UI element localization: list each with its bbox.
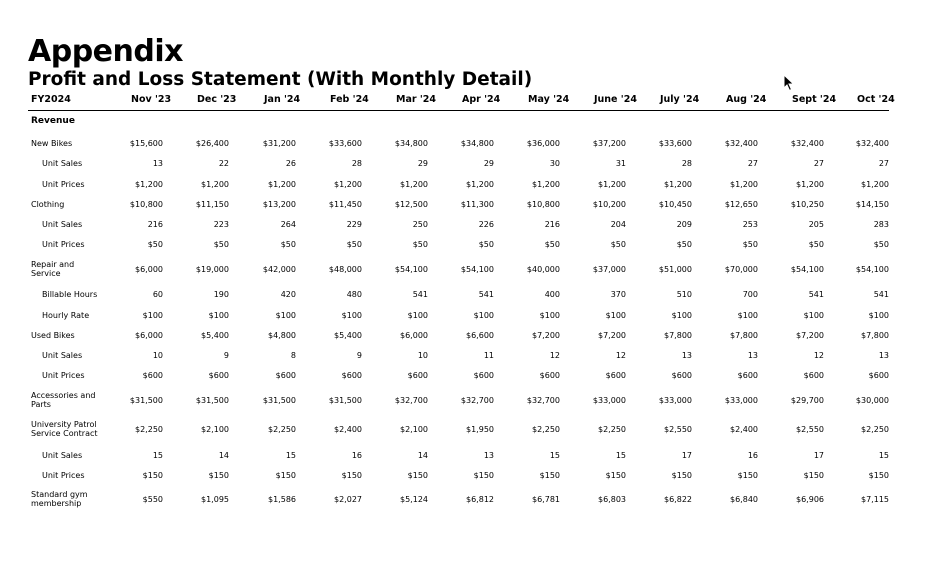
table-cell: $50 xyxy=(808,240,824,249)
table-cell: 420 xyxy=(280,290,296,299)
table-cell: 12 xyxy=(615,351,626,360)
table-cell: $34,800 xyxy=(394,139,428,148)
table-cell: $600 xyxy=(275,371,296,380)
table-cell: $1,200 xyxy=(400,180,428,189)
table-cell: $10,200 xyxy=(592,200,626,209)
row-label: Unit Sales xyxy=(42,451,83,460)
table-cell: $48,000 xyxy=(328,265,362,274)
row-label: Unit Sales xyxy=(42,159,83,168)
table-cell: $6,600 xyxy=(466,331,494,340)
table-cell: 29 xyxy=(417,159,428,168)
table-cell: $33,000 xyxy=(658,396,692,405)
table-cell: $150 xyxy=(539,471,560,480)
header-month: July '24 xyxy=(660,94,700,105)
table-cell: $32,700 xyxy=(526,396,560,405)
table-cell: $100 xyxy=(275,311,296,320)
table-cell: 226 xyxy=(478,220,494,229)
table-cell: $33,000 xyxy=(724,396,758,405)
table-cell: $5,124 xyxy=(400,495,428,504)
table-cell: 223 xyxy=(213,220,229,229)
table-cell: $600 xyxy=(803,371,824,380)
table-cell: $37,000 xyxy=(592,265,626,274)
table-cell: $600 xyxy=(208,371,229,380)
header-month: Sept '24 xyxy=(792,94,837,105)
table-cell: $1,200 xyxy=(861,180,889,189)
header-month: May '24 xyxy=(528,94,570,105)
table-cell: $70,000 xyxy=(724,265,758,274)
table-cell: $1,200 xyxy=(268,180,296,189)
table-cell: $150 xyxy=(473,471,494,480)
table-cell: 27 xyxy=(747,159,758,168)
table-cell: $6,000 xyxy=(135,331,163,340)
table-cell: 190 xyxy=(213,290,229,299)
table-cell: $6,000 xyxy=(135,265,163,274)
table-cell: 29 xyxy=(483,159,494,168)
header-month: Mar '24 xyxy=(396,94,436,105)
table-cell: $1,200 xyxy=(201,180,229,189)
header-month: Nov '23 xyxy=(131,94,172,105)
table-cell: $10,450 xyxy=(658,200,692,209)
table-cell: $6,781 xyxy=(532,495,560,504)
table-cell: $40,000 xyxy=(526,265,560,274)
row-label: Unit Prices xyxy=(42,180,85,189)
table-cell: $600 xyxy=(407,371,428,380)
table-cell: $1,586 xyxy=(268,495,296,504)
table-cell: $30,000 xyxy=(855,396,889,405)
table-cell: $150 xyxy=(671,471,692,480)
table-cell: 15 xyxy=(615,451,626,460)
table-cell: $100 xyxy=(868,311,889,320)
table-cell: 541 xyxy=(873,290,889,299)
table-cell: $150 xyxy=(142,471,163,480)
table-cell: $31,500 xyxy=(195,396,229,405)
table-cell: $42,000 xyxy=(262,265,296,274)
table-cell: $1,200 xyxy=(135,180,163,189)
table-cell: $19,000 xyxy=(195,265,229,274)
table-cell: $2,250 xyxy=(532,425,560,434)
table-cell: $7,800 xyxy=(664,331,692,340)
table-cell: 480 xyxy=(346,290,362,299)
table-cell: 250 xyxy=(412,220,428,229)
row-label: Billable Hours xyxy=(42,290,98,299)
row-label: Repair and Service xyxy=(31,260,75,278)
table-cell: $2,550 xyxy=(796,425,824,434)
row-label: New Bikes xyxy=(31,139,73,148)
table-cell: $32,400 xyxy=(790,139,824,148)
table-cell: $33,600 xyxy=(328,139,362,148)
page-title: Appendix xyxy=(28,34,183,69)
table-cell: $1,200 xyxy=(730,180,758,189)
table-cell: $2,250 xyxy=(135,425,163,434)
table-cell: 8 xyxy=(290,351,296,360)
table-cell: 28 xyxy=(351,159,362,168)
table-cell: 13 xyxy=(878,351,889,360)
table-cell: 370 xyxy=(610,290,626,299)
table-cell: $600 xyxy=(473,371,494,380)
table-cell: 12 xyxy=(813,351,824,360)
table-cell: 400 xyxy=(544,290,560,299)
row-label: Unit Prices xyxy=(42,471,85,480)
table-cell: $10,800 xyxy=(526,200,560,209)
table-cell: $33,000 xyxy=(592,396,626,405)
header-month: Feb '24 xyxy=(330,94,369,105)
table-cell: $12,650 xyxy=(724,200,758,209)
table-cell: 15 xyxy=(285,451,296,460)
table-cell: 28 xyxy=(681,159,692,168)
table-cell: 13 xyxy=(747,351,758,360)
table-cell: $2,400 xyxy=(334,425,362,434)
table-cell: $29,700 xyxy=(790,396,824,405)
table-cell: $50 xyxy=(280,240,296,249)
header-month: June '24 xyxy=(594,94,637,105)
table-cell: 12 xyxy=(549,351,560,360)
table-cell: 10 xyxy=(417,351,428,360)
table-cell: $1,950 xyxy=(466,425,494,434)
table-cell: $12,500 xyxy=(394,200,428,209)
table-cell: $31,500 xyxy=(328,396,362,405)
row-label: Standard gym membership xyxy=(31,490,88,508)
table-cell: 15 xyxy=(152,451,163,460)
page-subtitle: Profit and Loss Statement (With Monthly Detail) xyxy=(28,69,533,90)
table-cell: $2,250 xyxy=(268,425,296,434)
table-cell: 13 xyxy=(681,351,692,360)
table-cell: $36,000 xyxy=(526,139,560,148)
table-cell: $50 xyxy=(213,240,229,249)
table-cell: $7,800 xyxy=(730,331,758,340)
table-cell: 253 xyxy=(742,220,758,229)
table-cell: 14 xyxy=(218,451,229,460)
table-cell: $13,200 xyxy=(262,200,296,209)
table-cell: 541 xyxy=(808,290,824,299)
row-label: University Patrol Service Contract xyxy=(31,420,98,438)
table-cell: $150 xyxy=(407,471,428,480)
table-cell: $150 xyxy=(737,471,758,480)
table-cell: $7,200 xyxy=(598,331,626,340)
table-cell: 216 xyxy=(147,220,163,229)
row-label: Unit Sales xyxy=(42,351,83,360)
table-cell: $14,150 xyxy=(855,200,889,209)
header-month: Jan '24 xyxy=(264,94,301,105)
table-cell: $150 xyxy=(208,471,229,480)
table-cell: 16 xyxy=(747,451,758,460)
table-cell: $50 xyxy=(147,240,163,249)
table-cell: 205 xyxy=(808,220,824,229)
table-cell: $100 xyxy=(341,311,362,320)
table-cell: 27 xyxy=(813,159,824,168)
table-cell: $50 xyxy=(610,240,626,249)
table-cell: 541 xyxy=(478,290,494,299)
table-cell: $54,100 xyxy=(394,265,428,274)
table-cell: $50 xyxy=(478,240,494,249)
header-month: Apr '24 xyxy=(462,94,501,105)
table-cell: $50 xyxy=(676,240,692,249)
table-cell: 510 xyxy=(676,290,692,299)
table-cell: $2,250 xyxy=(861,425,889,434)
table-cell: 9 xyxy=(223,351,229,360)
table-cell: $1,200 xyxy=(598,180,626,189)
table-cell: $6,812 xyxy=(466,495,494,504)
table-cell: 204 xyxy=(610,220,626,229)
table-cell: 31 xyxy=(615,159,626,168)
table-cell: $6,840 xyxy=(730,495,758,504)
row-label: Clothing xyxy=(31,200,65,209)
table-cell: $1,200 xyxy=(796,180,824,189)
table-cell: 27 xyxy=(878,159,889,168)
table-cell: 17 xyxy=(681,451,692,460)
table-cell: $550 xyxy=(142,495,163,504)
table-cell: 13 xyxy=(483,451,494,460)
table-cell: $34,800 xyxy=(460,139,494,148)
table-cell: $51,000 xyxy=(658,265,692,274)
table-cell: $50 xyxy=(873,240,889,249)
table-cell: $50 xyxy=(742,240,758,249)
table-cell: $5,400 xyxy=(201,331,229,340)
table-cell: $7,800 xyxy=(861,331,889,340)
row-label: Accessories and Parts xyxy=(31,391,96,409)
table-cell: 209 xyxy=(676,220,692,229)
table-cell: $100 xyxy=(473,311,494,320)
table-cell: 10 xyxy=(152,351,163,360)
table-cell: $6,803 xyxy=(598,495,626,504)
section-revenue: Revenue xyxy=(31,116,75,126)
table-cell: 30 xyxy=(549,159,560,168)
row-label: Unit Prices xyxy=(42,371,85,380)
mouse-cursor-icon xyxy=(783,74,795,92)
table-cell: $600 xyxy=(737,371,758,380)
table-cell: $32,400 xyxy=(724,139,758,148)
table-cell: $7,200 xyxy=(532,331,560,340)
table-cell: $31,500 xyxy=(262,396,296,405)
table-cell: $100 xyxy=(142,311,163,320)
table-cell: 700 xyxy=(742,290,758,299)
table-cell: $11,150 xyxy=(195,200,229,209)
table-cell: $11,300 xyxy=(460,200,494,209)
table-cell: 229 xyxy=(346,220,362,229)
table-cell: 60 xyxy=(152,290,163,299)
table-cell: $54,100 xyxy=(460,265,494,274)
table-cell: $2,550 xyxy=(664,425,692,434)
table-cell: $600 xyxy=(605,371,626,380)
table-cell: $31,500 xyxy=(129,396,163,405)
table-cell: $10,800 xyxy=(129,200,163,209)
table-cell: $26,400 xyxy=(195,139,229,148)
table-cell: $600 xyxy=(341,371,362,380)
table-cell: $1,200 xyxy=(664,180,692,189)
table-cell: $100 xyxy=(208,311,229,320)
table-cell: $150 xyxy=(275,471,296,480)
table-cell: $7,200 xyxy=(796,331,824,340)
table-cell: $2,100 xyxy=(400,425,428,434)
table-header xyxy=(28,94,895,111)
table-cell: $5,400 xyxy=(334,331,362,340)
row-label: Unit Prices xyxy=(42,240,85,249)
header-month: Aug '24 xyxy=(726,94,767,105)
table-cell: $150 xyxy=(605,471,626,480)
table-cell: $1,200 xyxy=(532,180,560,189)
table-cell: $50 xyxy=(346,240,362,249)
table-cell: $2,100 xyxy=(201,425,229,434)
table-cell: $100 xyxy=(605,311,626,320)
table-cell: 9 xyxy=(356,351,362,360)
table-cell: $6,906 xyxy=(796,495,824,504)
row-label: Hourly Rate xyxy=(42,311,90,320)
row-label: Used Bikes xyxy=(31,331,75,340)
table-cell: 22 xyxy=(218,159,229,168)
table-cell: $33,600 xyxy=(658,139,692,148)
table-cell: $100 xyxy=(737,311,758,320)
table-cell: $2,250 xyxy=(598,425,626,434)
table-cell: $4,800 xyxy=(268,331,296,340)
table-cell: 541 xyxy=(412,290,428,299)
table-cell: 16 xyxy=(351,451,362,460)
table-cell: 216 xyxy=(544,220,560,229)
table-cell: 15 xyxy=(549,451,560,460)
table-cell: $100 xyxy=(407,311,428,320)
table-cell: $100 xyxy=(671,311,692,320)
table-cell: $1,095 xyxy=(201,495,229,504)
table-cell: $600 xyxy=(142,371,163,380)
table-cell: $2,400 xyxy=(730,425,758,434)
table-cell: $32,700 xyxy=(460,396,494,405)
table-cell: $54,100 xyxy=(855,265,889,274)
table-cell: $150 xyxy=(341,471,362,480)
row-label: Unit Sales xyxy=(42,220,83,229)
table-cell: 13 xyxy=(152,159,163,168)
table-cell: 17 xyxy=(813,451,824,460)
table-cell: $600 xyxy=(671,371,692,380)
table-cell: $50 xyxy=(412,240,428,249)
table-cell: 264 xyxy=(280,220,296,229)
table-cell: $2,027 xyxy=(334,495,362,504)
table-cell: 26 xyxy=(285,159,296,168)
table-cell: $600 xyxy=(539,371,560,380)
table-cell: $37,200 xyxy=(592,139,626,148)
table-cell: 283 xyxy=(873,220,889,229)
table-cell: 15 xyxy=(878,451,889,460)
table-cell: $31,200 xyxy=(262,139,296,148)
table-cell: $1,200 xyxy=(466,180,494,189)
table-cell: $100 xyxy=(539,311,560,320)
table-cell: $1,200 xyxy=(334,180,362,189)
table-cell: $50 xyxy=(544,240,560,249)
table-cell: $32,400 xyxy=(855,139,889,148)
table-cell: $150 xyxy=(868,471,889,480)
table-cell: $6,822 xyxy=(664,495,692,504)
header-month: Oct '24 xyxy=(857,94,895,105)
table-cell: 14 xyxy=(417,451,428,460)
header-month: Dec '23 xyxy=(197,94,237,105)
table-cell: $600 xyxy=(868,371,889,380)
table-cell: $10,250 xyxy=(790,200,824,209)
table-cell: $7,115 xyxy=(861,495,889,504)
table-cell: $6,000 xyxy=(400,331,428,340)
table-cell: 11 xyxy=(483,351,494,360)
table-cell: $100 xyxy=(803,311,824,320)
table-cell: $15,600 xyxy=(129,139,163,148)
table-cell: $150 xyxy=(803,471,824,480)
header-fy: FY2024 xyxy=(31,94,71,105)
table-cell: $11,450 xyxy=(328,200,362,209)
table-cell: $54,100 xyxy=(790,265,824,274)
table-cell: $32,700 xyxy=(394,396,428,405)
